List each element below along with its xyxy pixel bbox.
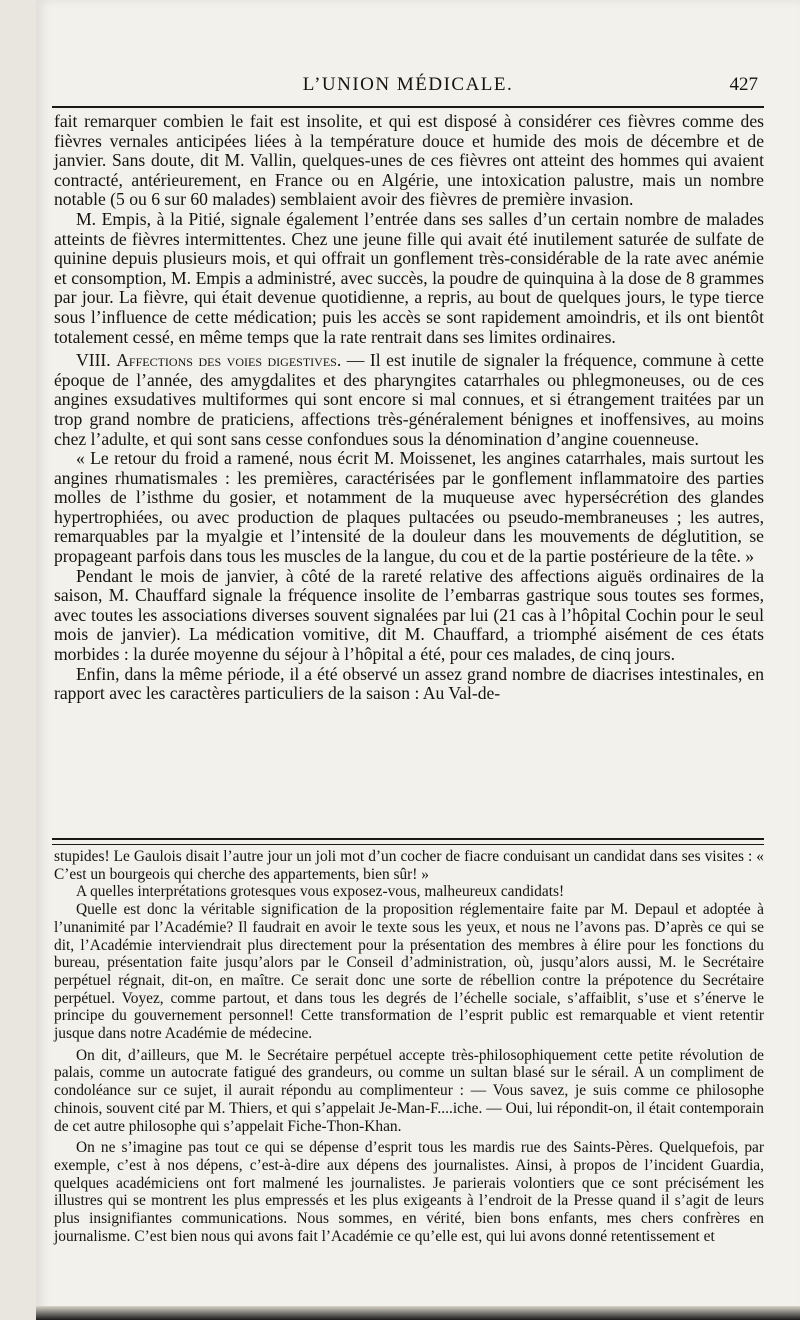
main-article-text bbox=[54, 112, 764, 704]
page-bottom-edge bbox=[36, 1306, 800, 1320]
feuilleton-paragraph-4: On dit, d’ailleurs, que M. le Secrétaire perpétuel accepte très-philosophiquement cette petite révolution de palais, comme un autocrate fatigué des grandeurs, ou comme un sultan blasé sur le sérail. A un compliment de condoléance sur ce sujet, il aurait répondu au complimenteur : — Vous savez, je suis comme ce philosophe chinois, souvent cité par M. Thiers, et qui s’appelait Je-Man-F....iche. — Oui, lui répondit-on, il était contemporain de cet autre philosophe qui s’appelait Fiche-Thon-Khan. bbox=[54, 1046, 764, 1135]
feuilleton-paragraph-2: A quelles interprétations grotesques vous exposez-vous, malheureux candidats! bbox=[76, 883, 565, 901]
feuilleton-paragraph-3: Quelle est donc la véritable signification de la proposition réglementaire faite par M. Depaul et adoptée à l’unanimité par l’Académie? Il faudrait en avoir le texte sous les yeux, et nous ne l’avons pas. D’après ce qui se dit, l’Académie interviendrait plus directement pour la présentation des membres à élire pour les fonctions du bureau, présentation faite jusqu’alors par le Conseil d’administration, où, jusqu’alors aussi, M. le Secrétaire perpétuel régnait, dit-on, en maître. Ce serait donc une sorte de rébellion contre la prépotence du Secrétaire perpétuel. Voyez, comme partout, et dans tous les degrés de l’échelle sociale, s’affaiblit, s’use et s’énerve le principe du gouvernement personnel! Cette transformation de l’esprit public est remarquable et vient retentir jusque dans notre Académie de médecine. bbox=[54, 901, 764, 1043]
paragraph-4: « Le retour du froid a ramené, nous écrit M. Moissenet, les angines catarrhales, mais surtout les angines rhumatismales : les premières, caractérisées par le gonflement inflammatoire des parties molles de l’isthme du gosier, et notamment de la muqueuse avec hypersécrétion des glandes hypertrophiées, ou avec production de plaques pultacées ou pseudo-membraneuses ; les autres, remarquables par la myalgie et l’intensité de la douleur dans les mouvements de déglutition, se propageant parfois dans tous les muscles de la langue, du cou et de la partie postérieure de la tête. » bbox=[54, 448, 764, 567]
paragraph-5: Pendant le mois de janvier, à côté de la rareté relative des affections aiguës ordinaires de la saison, M. Chauffard signale la fréquence insolite de l’embarras gastrique sous toutes ses formes, avec toutes les associations diverses souvent signalées par lui (21 cas à l’hôpital Cochin pour le seul mois de janvier). La médication vomitive, dit M. Chauffard, a triomphé aisément de ces états morbides : la durée moyenne du séjour à l’hôpital a été, pour ces malades, de cinq jours. bbox=[54, 565, 764, 665]
page-number: 427 bbox=[729, 74, 758, 95]
feuilleton-text bbox=[54, 848, 764, 1245]
feuilleton-separator bbox=[52, 838, 764, 845]
running-title: L’UNION MÉDICALE. bbox=[302, 74, 514, 95]
section-paragraph bbox=[54, 351, 764, 449]
section-number: VIII. bbox=[76, 350, 111, 371]
section-title: Affections des voies digestives. bbox=[116, 350, 342, 371]
paragraph-2: M. Empis, à la Pitié, signale également l’entrée dans ses salles d’un certain nombre de malades atteints de fièvres intermittentes. Chez une jeune fille qui avait été inutilement saturée de sulfate de quinine depuis plusieurs mois, et qui offrait un gonflement très-considérable de la rate avec anémie et consomption, M. Empis a administré, avec succès, la poudre de quinquina à la dose de 8 grammes par jour. La fièvre, qui était devenue quotidienne, a repris, au bout de quelques jours, le type tierce sous l’influence de cette médication; puis les accès se sont rapidement amoindris, et ils ont bientôt totalement cessé, en même temps que la rate rentrait dans ses limites ordinaires. bbox=[54, 208, 764, 347]
paragraph-1: fait remarquer combien le fait est insolite, et qui est disposé à considérer ces fièvres comme des fièvres vernales anticipées liées à la température douce et humide des mois de décembre et de janvier. Sans doute, dit M. Vallin, quelques-unes de ces fièvres ont atteint des hommes qui avaient contracté, antérieurement, en France ou en Algérie, une intoxication palustre, mais un nombre notable (5 ou 6 sur 60 malades) semblaient avoir des fièvres de première invasion. bbox=[54, 111, 764, 210]
paragraph-3: — Il est inutile de signaler la fréquence, commune à cette époque de l’année, des amygdalites et des pharyngites catarrhales ou phlegmoneuses, ou de ces angines exsudatives multiformes qui sont encore si mal connues, et si étrangement traitées par un trop grand nombre de praticiens, affections très-généralement bénignes et inoffensives, au moins chez l’adulte, et qui sont sans cesse confondues sous la dénomination d’angine couenneuse. bbox=[54, 350, 764, 449]
page-header bbox=[52, 70, 764, 108]
feuilleton-paragraph-5: On ne s’imagine pas tout ce qui se dépense d’esprit tous les mardis rue des Saints-Pères. Quelquefois, par exemple, c’est à nos dépens, c’est-à-dire aux dépens des journalistes. Ainsi, à propos de l’incident Guardia, quelques académiciens ont fort malmené les journalistes. Je parierais volontiers que ce sont précisément les illustres qui se montrent les plus empressés et les plus exigeants à l’endroit de la Presse quand il s’agit de leurs plus insignifiantes communications. Nous sommes, en vérité, bien bons enfants, mes chers confrères en journalisme. C’est bien nous qui avons fait l’Académie ce qu’elle est, qui lui avons donné retentissement et bbox=[54, 1139, 764, 1245]
feuilleton-paragraph-1: stupides! Le Gaulois disait l’autre jour un joli mot d’un cocher de fiacre conduisant un candidat dans ses visites : « C’est un bourgeois qui cherche des appartements, bien sûr! » bbox=[54, 848, 764, 883]
paragraph-6: Enfin, dans la même période, il a été observé un assez grand nombre de diacrises intestinales, en rapport avec les caractères particuliers de la saison : Au Val-de- bbox=[54, 663, 764, 704]
